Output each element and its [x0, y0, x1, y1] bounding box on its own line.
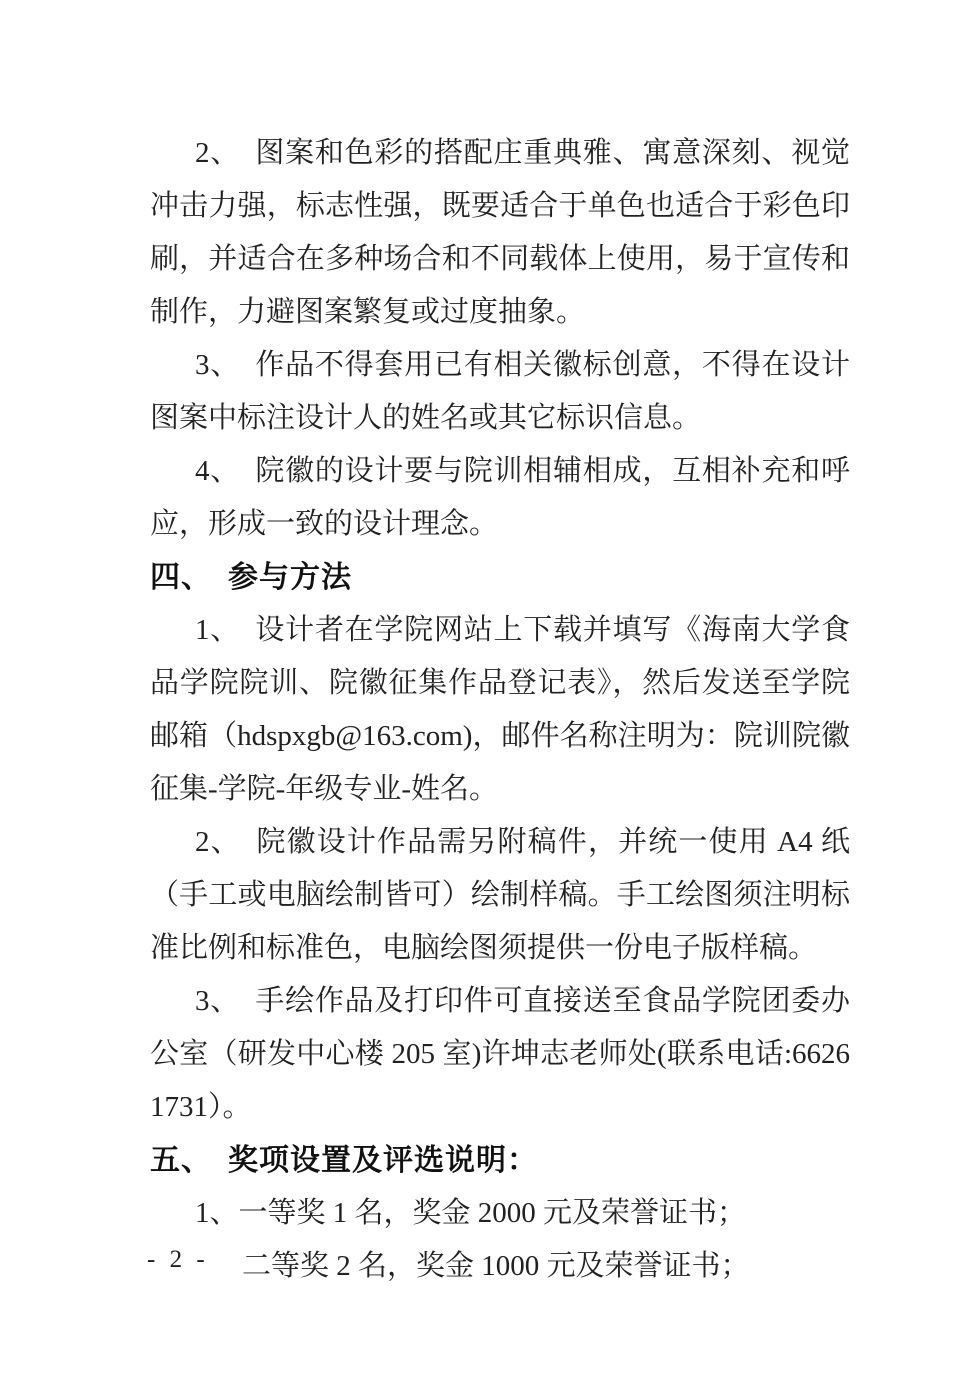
paragraph-participation-2: 2、 院徽设计作品需另附稿件，并统一使用 A4 纸（手工或电脑绘制皆可）绘制样稿。手工绘图须注明标准比例和标准色，电脑绘图须提供一份电子版样稿。 [150, 826, 850, 964]
section-heading-awards: 五、 奖项设置及评选说明： [150, 1144, 538, 1177]
paragraph-participation-3: 3、 手绘作品及打印件可直接送至食品学院团委办公室（研发中心楼 205 室)许坤志老师处(联系电话:66261731）。 [150, 985, 850, 1123]
document-body [150, 127, 850, 1293]
award-item-first-prize: 1、一等奖 1 名，奖金 2000 元及荣誉证书； [195, 1197, 747, 1229]
paragraph-logo-criteria-3: 3、 作品不得套用已有相关徽标创意，不得在设计图案中标注设计人的姓名或其它标识信息。 [150, 349, 850, 434]
award-item-second-prize: 二等奖 2 名，奖金 1000 元及荣誉证书； [242, 1250, 750, 1282]
section-heading-participation: 四、 参与方法 [150, 561, 352, 594]
paragraph-participation-1: 1、 设计者在学院网站上下载并填写《海南大学食品学院院训、院徽征集作品登记表》，然后发送至学院邮箱（hdspxgb@163.com)，邮件名称注明为：院训院徽征集-学院-年级专业-姓名。 [150, 614, 850, 805]
paragraph-logo-criteria-2: 2、 图案和色彩的搭配庄重典雅、寓意深刻、视觉冲击力强，标志性强，既要适合于单色也适合于彩色印刷，并适合在多种场合和不同载体上使用，易于宣传和制作，力避图案繁复或过度抽象。 [150, 137, 850, 328]
page-number: - 2 - [147, 1246, 209, 1273]
paragraph-logo-criteria-4: 4、 院徽的设计要与院训相辅相成，互相补充和呼应，形成一致的设计理念。 [150, 455, 850, 540]
